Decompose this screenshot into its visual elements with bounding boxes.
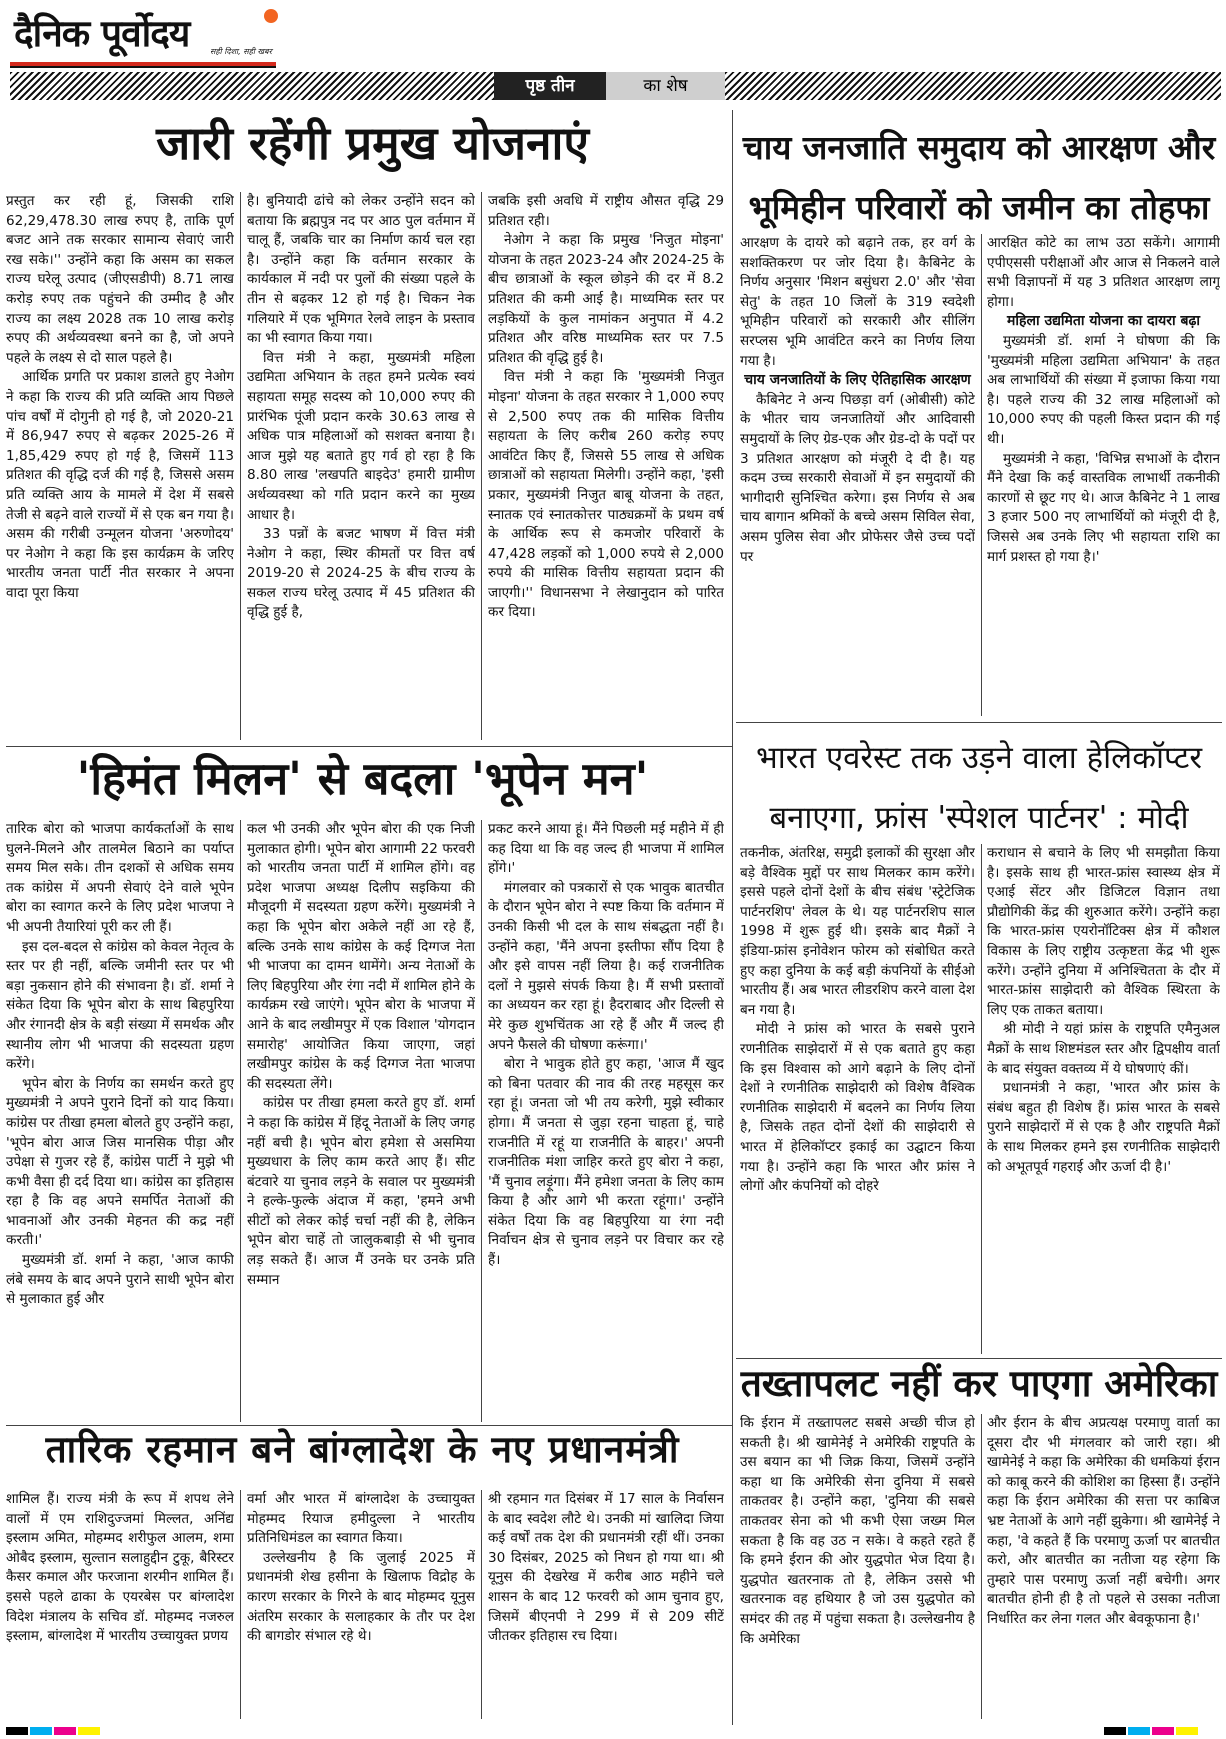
- yojana-column-1: [6, 192, 234, 740]
- page-label: पृष्ठ तीन: [494, 72, 606, 100]
- headline-yojana: जारी रहेंगी प्रमुख योजनाएं: [156, 116, 589, 170]
- masthead-logo-dot: [264, 9, 278, 23]
- paragraph: इस दल-बदल से कांग्रेस को केवल नेतृत्व के स्तर पर ही नहीं, बल्कि जमीनी स्तर पर भी बड़ा नुकसान होने की संभावना है। डॉ. शर्मा ने संकेत दिया कि भूपेन बोरा के साथ बिहपुरिया और रंगानदी क्षेत्र के बड़ी संख्या में समर्थक और स्थानीय लोग भी भाजपा की सदस्यता ग्रहण करेंगे।: [6, 938, 234, 1073]
- headline-himanta: 'हिमंत मिलन' से बदला 'भूपेन मन': [76, 752, 649, 805]
- reg-swatch: [1104, 1727, 1126, 1735]
- headline-tarique: तारिक रहमान बने बांग्लादेश के नए प्रधानमंत्री: [45, 1428, 680, 1471]
- paragraph: मंगलवार को पत्रकारों से एक भावुक बातचीत के दौरान भूपेन बोरा ने स्पष्ट किया कि वर्तमान में उनकी किसी भी दल के साथ संबद्धता नहीं है। उन्होंने कहा, 'मैंने अपना इस्तीफा सौंप दिया है और इसे वापस नहीं लिया है। कई राजनीतिक दलों ने मुझसे संपर्क किया है। मैं सभी प्रस्तावों का अध्ययन कर रहा हूं। हैदराबाद और दिल्ली से मेरे कुछ शुभचिंतक आ रहे हैं और मैं जल्द ही अपने फैसले की घोषणा करूंगा।': [488, 879, 724, 1053]
- reg-swatch: [1176, 1727, 1198, 1735]
- himanta-column-1: [6, 820, 234, 1422]
- headline-america: तख्तापलट नहीं कर पाएगा अमेरिका: [740, 1362, 1218, 1405]
- paragraph: आर्थिक प्रगति पर प्रकाश डालते हुए नेओग ने कहा कि राज्य की प्रति व्यक्ति आय पिछले पांच वर्षों में दोगुनी हो गई है, जो 2020-21 में 86,947 रुपए से बढ़कर 2025-26 में 1,85,429 रुपए हो गई है, जिसमें 113 प्रतिशत की वृद्धि दर्ज की गई है, जिससे असम प्रति व्यक्ति आय के मामले में देश में सबसे तेजी से बढ़ने वाले राज्यों में से एक बन गया है। असम की गरीबी उन्मूलन योजना 'अरुणोदय' पर नेओग ने कहा कि इस कार्यक्रम के जरिए भारतीय जनता पार्टी नीत सरकार ने अपना वादा पूरा किया: [6, 369, 234, 601]
- paragraph: कराधान से बचाने के लिए भी समझौता किया है। इसके साथ ही भारत-फ्रांस स्वास्थ्य क्षेत्र में एआई सेंटर और डिजिटल विज्ञान तथा प्रौद्योगिकी केंद्र की शुरुआत करेंगे। उन्होंने कहा कि भारत-फ्रांस एयरोनॉटिक्स क्षेत्र में कौशल विकास के लिए राष्ट्रीय उत्कृष्टता केंद्र भी शुरू करेंगे। उन्होंने दुनिया में अनिश्चितता के दौर में भारत-फ्रांस साझेदारी को वैश्विक स्थिरता के लिए एक ताकत बताया।: [987, 845, 1220, 1018]
- header-hatch-left: [10, 72, 494, 100]
- section-divider: [6, 1425, 732, 1426]
- tarique-column-2: [247, 1490, 475, 1719]
- paragraph: और ईरान के बीच अप्रत्यक्ष परमाणु वार्ता का दूसरा दौर भी मंगलवार को जारी रहा। श्री खामेनेई ने कहा कि अमेरिका की धमकियां ईरान को काबू करने की कोशिश का हिस्सा हैं। उन्होंने कहा कि ईरान अमेरिका की सत्ता पर काबिज भ्रष्ट नेताओं के आगे नहीं झुकेगा। श्री खामेनेई ने कहा, 'वे कहते हैं कि परमाणु ऊर्जा पर बातचीत करो, और बातचीत का नतीजा यह रहेगा कि तुम्हारे पास परमाणु ऊर्जा नहीं बचेगी। अगर बातचीत होनी ही है तो पहले से उसका नतीजा निर्धारित कर लेना गलत और बेवकूफाना है।': [987, 1415, 1220, 1627]
- paragraph: आरक्षण के दायरे को बढ़ाने तक, हर वर्ग के सशक्तिकरण पर जोर दिया है। कैबिनेट के निर्णय अनुसार 'मिशन बसुंधरा 2.0' और 'सेवा सेतु' के तहत 10 जिलों के 319 स्वदेशी भूमिहीन परिवारों को सरकारी और सीलिंग सरप्लस भूमि आवंटित करने का निर्णय लिया गया है।: [740, 235, 975, 369]
- paragraph: शामिल हैं। राज्य मंत्री के रूप में शपथ लेने वालों में एम राशिदुज्जमां मिल्लत, अनिंद्य इस्लाम अमित, मोहम्मद शरीफुल आलम, शमा ओबैद इस्लाम, सुल्तान सलाहुद्दीन टुकू, बैरिस्टर कैसर कमाल और फरजाना शरमीन शामिल हैं। इससे पहले ढाका के एयरबेस पर बांग्लादेश विदेश मंत्रालय के सचिव डॉ. मोहम्मद नजरुल इस्लाम, बांग्लादेश में भारतीय उच्चायुक्त प्रणय: [6, 1491, 234, 1645]
- paragraph: तकनीक, अंतरिक्ष, समुद्री इलाकों की सुरक्षा और बड़े वैश्विक मुद्दों पर साथ मिलकर काम करेंगे। इससे पहले दोनों देशों के बीच संबंध 'स्ट्रेटेजिक पार्टनरशिप' लेवल के थे। यह पार्टनरशिप साल 1998 में शुरू हुई थी। इसके बाद मैक्रों ने इंडिया-फ्रांस इनोवेशन फोरम को संबोधित करते हुए कहा दुनिया के कई बड़ी कंपनियों के सीईओ भारतीय हैं। अब भारत लीडरशिप करने वाला देश बन गया है।: [740, 845, 975, 1018]
- paragraph: श्री मोदी ने यहां फ्रांस के राष्ट्रपति एमैनुअल मैक्रों के साथ शिष्टमंडल स्तर और द्विपक्षीय वार्ता के बाद संयुक्त वक्तव्य में ये घोषणाएं कीं।: [987, 1021, 1220, 1077]
- column-divider: [481, 1490, 482, 1719]
- column-divider: [240, 1490, 241, 1719]
- reg-swatch: [1152, 1727, 1174, 1735]
- chai-column-2: [987, 234, 1220, 716]
- paragraph: वित्त मंत्री ने कहा, मुख्यमंत्री महिला उद्यमिता अभियान के तहत हमने प्रत्येक स्वयं सहायता समूह सदस्य को 10,000 रुपए की प्रारंभिक पूंजी प्रदान करके 30.63 लाख से अधिक पात्र महिलाओं को सशक्त बनाया है। आज मुझे यह बताते हुए गर्व हो रहा है कि 8.80 लाख 'लखपति बाइदेउ' हमारी ग्रामीण अर्थव्यवस्था को गति प्रदान करने का मुख्य आधार है।: [247, 349, 475, 523]
- subheading: चाय जनजातियों के लिए ऐतिहासिक आरक्षण: [744, 372, 971, 389]
- column-divider: [240, 820, 241, 1422]
- paragraph: कि ईरान में तख्तापलट सबसे अच्छी चीज हो सकती है। श्री खामेनेई ने अमेरिकी राष्ट्रपति के उस बयान का भी जिक्र किया, जिसमें उन्होंने कहा था कि अमेरिकी सेना दुनिया में सबसे ताकतवर है। उन्होंने कहा, 'दुनिया की सबसे ताकतवर सेना को भी कभी ऐसा जख्म मिल सकता है कि वह उठ न सके। वे कहते रहते हैं कि हमने ईरान की ओर युद्धपोत भेज दिया है। युद्धपोत खतरनाक तो है, लेकिन उससे भी खतरनाक वह हथियार है जो उस युद्धपोत को समंदर की तह में पहुंचा सकता है। उल्लेखनीय है कि अमेरिका: [740, 1415, 975, 1647]
- column-divider: [481, 820, 482, 1422]
- paragraph: तारिक बोरा को भाजपा कार्यकर्ताओं के साथ घुलने-मिलने और तालमेल बिठाने का पर्याप्त समय मिल सके। तीन दशकों से अधिक समय तक कांग्रेस में अपनी सेवाएं देने वाले भूपेन बोरा का स्वागत करने के लिए प्रदेश भाजपा ने भी अपनी तैयारियां पूरी कर ली हैं।: [6, 821, 234, 935]
- paragraph: मुख्यमंत्री डॉ. शर्मा ने कहा, 'आज काफी लंबे समय के बाद अपने पुराने साथी भूपेन बोरा से मुलाकात हुई और: [6, 1252, 234, 1308]
- reg-swatch: [78, 1727, 100, 1735]
- paragraph: मुख्यमंत्री डॉ. शर्मा ने घोषणा की कि 'मुख्यमंत्री महिला उद्यमिता अभियान' के तहत अब लाभार्थियों की संख्या में इजाफा किया गया है। पहले राज्य की 32 लाख महिलाओं को 10,000 रुपए की पहली किस्त प्रदान की गई थी।: [987, 332, 1220, 447]
- continued-label: का शेष: [606, 72, 725, 100]
- himanta-column-2: [247, 820, 475, 1422]
- america-column-1: [740, 1414, 975, 1719]
- paragraph: उल्लेखनीय है कि जुलाई 2025 में प्रधानमंत्री शेख हसीना के खिलाफ विद्रोह के कारण सरकार के गिरने के बाद मोहम्मद यूनुस अंतरिम सरकार के सलाहकार के तौर पर देश की बागडोर संभाल रहे थे।: [247, 1549, 475, 1645]
- paragraph: नेओग ने कहा कि प्रमुख 'निजुत मोइना' योजना के तहत 2023-24 और 2024-25 के बीच छात्राओं के स्कूल छोड़ने की दर में 8.2 प्रतिशत की कमी आई है। माध्यमिक स्तर पर लड़कियों के कुल नामांकन अनुपात में 4.2 प्रतिशत और वरिष्ठ माध्यमिक स्तर पर 7.5 प्रतिशत की वृद्धि हुई है।: [488, 232, 724, 366]
- column-divider: [981, 234, 982, 716]
- paragraph: मुख्यमंत्री ने कहा, 'विभिन्न सभाओं के दौरान मैंने देखा कि कई वास्तविक लाभार्थी तकनीकी कारणों से छूट गए थे। आज कैबिनेट ने 1 लाख 3 हजार 500 नए लाभार्थियों को मंजूरी दी है, जिससे अब उनके लिए भी सहायता राशि का मार्ग प्रशस्त हो गया है।': [987, 450, 1220, 565]
- section-divider: [736, 1358, 1222, 1359]
- reg-swatch: [6, 1727, 28, 1735]
- paragraph: प्रधानमंत्री ने कहा, 'भारत और फ्रांस के संबंध बहुत ही विशेष हैं। फ्रांस भारत के सबसे पुराने साझेदारों में से एक है और राष्ट्रपति मैक्रों के साथ मिलकर हमने इस रणनीतिक साझेदारी को अभूतपूर्व गहराई और ऊर्जा दी है।': [987, 1080, 1220, 1175]
- everest-column-2: [987, 844, 1220, 1354]
- section-divider-vertical: [732, 110, 733, 1725]
- paragraph: श्री रहमान गत दिसंबर में 17 साल के निर्वासन के बाद स्वदेश लौटे थे। उनकी मां खालिदा जिया कई वर्षों तक देश की प्रधानमंत्री रहीं थीं। उनका 30 दिसंबर, 2025 को निधन हो गया था। श्री यूनुस की देखरेख में करीब आठ महीने चले शासन के बाद 12 फरवरी को आम चुनाव हुए, जिसमें बीएनपी ने 299 में से 209 सीटें जीतकर इतिहास रच दिया।: [488, 1491, 724, 1645]
- paragraph: कैबिनेट ने अन्य पिछड़ा वर्ग (ओबीसी) कोटे के भीतर चाय जनजातियों और आदिवासी समुदायों के लिए ग्रेड-एक और ग्रेड-दो के पदों पर 3 प्रतिशत आरक्षण को मंजूरी दे दी है। यह कदम उच्च सरकारी सेवाओं में इन समुदायों की भागीदारी सुनिश्चित करेगा। इस निर्णय से अब चाय बागान श्रमिकों के बच्चे असम सिविल सेवा, असम पुलिस सेवा और प्रोफेसर जैसे उच्च पदों पर: [740, 391, 975, 565]
- tarique-column-3: [488, 1490, 724, 1719]
- headline-chai: चाय जनजाति समुदाय को आरक्षण और भूमिहीन परिवारों को जमीन का तोहफा: [742, 128, 1216, 227]
- column-divider: [481, 192, 482, 740]
- himanta-column-3: [488, 820, 724, 1422]
- registration-bar: [0, 1727, 1226, 1735]
- header-hatch-right: [725, 72, 1221, 100]
- reg-swatch: [54, 1727, 76, 1735]
- masthead-tagline: सही दिशा, सही खबर: [210, 47, 272, 56]
- paragraph: वर्मा और भारत में बांग्लादेश के उच्चायुक्त मोहम्मद रियाज हमीदुल्ला ने भारतीय प्रतिनिधिमंडल का स्वागत किया।: [247, 1491, 475, 1547]
- chai-column-1: [740, 234, 975, 716]
- paragraph: जबकि इसी अवधि में राष्ट्रीय औसत वृद्धि 29 प्रतिशत रही।: [488, 193, 724, 229]
- subheading: महिला उद्यमिता योजना का दायरा बढ़ा: [1007, 313, 1200, 330]
- paragraph: बोरा ने भावुक होते हुए कहा, 'आज मैं खुद को बिना पतवार की नाव की तरह महसूस कर रहा हूं। जनता जो भी तय करेगी, मुझे स्वीकार होगा। मैं जनता से जुड़ा रहना चाहता हूं, चाहे राजनीति में रहूं या राजनीति के बाहर।' अपनी राजनीतिक मंशा जाहिर करते हुए बोरा ने कहा, 'मैं चुनाव लड़ूंगा। मैंने हमेशा जनता के लिए काम किया है और आगे भी करता रहूंगा।' उन्होंने संकेत दिया कि वह बिहपुरिया या रंगा नदी निर्वाचन क्षेत्र से चुनाव लड़ने पर विचार कर रहे हैं।: [488, 1056, 724, 1269]
- column-divider: [981, 844, 982, 1354]
- everest-column-1: [740, 844, 975, 1354]
- paragraph: मोदी ने फ्रांस को भारत के सबसे पुराने रणनीतिक साझेदारों में से एक बताते हुए कहा कि इस विश्वास को आगे बढ़ाने के लिए दोनों देशों ने रणनीतिक साझेदारी को विशेष वैश्विक रणनीतिक साझेदारी में बदलने का निर्णय लिया है, जिसके तहत दोनों देशों की साझेदारी से भारत में हेलिकॉप्टर इकाई का उद्घाटन किया गया है। उन्होंने कहा कि भारत और फ्रांस ने लोगों और कंपनियों को दोहरे: [740, 1021, 975, 1195]
- column-divider: [240, 192, 241, 740]
- paragraph: कल भी उनकी और भूपेन बोरा की एक निजी मुलाकात होगी। भूपेन बोरा आगामी 22 फरवरी को भारतीय जनता पार्टी में शामिल होंगे। वह प्रदेश भाजपा अध्यक्ष दिलीप सइकिया की मौजूदगी में सदस्यता ग्रहण करेंगे। मुख्यमंत्री ने कहा कि भूपेन बोरा अकेले नहीं आ रहे हैं, बल्कि उनके साथ कांग्रेस के कई दिग्गज नेता भी भाजपा का दामन थामेंगे। अन्य नेताओं के लिए बिहपुरिया और रंगा नदी में शामिल होने के कार्यक्रम रखे जाएंगे। भूपेन बोरा के भाजपा में आने के बाद लखीमपुर में एक विशाल 'योगदान समारोह' आयोजित किया जाएगा, जहां लखीमपुर कांग्रेस के कई दिग्गज नेता भाजपा की सदस्यता लेंगे।: [247, 821, 475, 1092]
- paragraph: है। बुनियादी ढांचे को लेकर उन्होंने सदन को बताया कि ब्रह्मपुत्र नद पर आठ पुल वर्तमान में चालू हैं, जबकि चार का निर्माण कार्य चल रहा है। उन्होंने कहा कि वर्तमान सरकार के कार्यकाल में नदी पर पुलों की संख्या पहले के तीन से बढ़कर 12 हो गई है। चिकन नेक गलियारे में एक भूमिगत रेलवे लाइन के प्रस्ताव का भी स्वागत किया गया।: [247, 193, 475, 347]
- section-divider: [6, 746, 732, 747]
- paragraph: आरक्षित कोटे का लाभ उठा सकेंगे। आगामी एपीएससी परीक्षाओं और आज से निकलने वाले सभी विज्ञापनों में यह 3 प्रतिशत आरक्षण लागू होगा।: [987, 235, 1220, 310]
- masthead-rule-black: [10, 66, 276, 68]
- paragraph: प्रकट करने आया हूं। मैंने पिछली मई महीने में ही कह दिया था कि वह जल्द ही भाजपा में शामिल होंगे।': [488, 821, 724, 877]
- paragraph: प्रस्तुत कर रही हूं, जिसकी राशि 62,29,478.30 लाख रुपए है, ताकि पूर्ण बजट आने तक सरकार सामान्य सेवाएं जारी रख सके।'' उन्होंने कहा कि असम का सकल राज्य घरेलू उत्पाद (जीएसडीपी) 8.71 लाख करोड़ रुपए तक पहुंचने की उम्मीद है और राज्य का लक्ष्य 2028 तक 10 लाख करोड़ रुपए की अर्थव्यवस्था बनने का है, जो अपने पहले के लक्ष्य से दो साल पहले है।: [6, 193, 234, 366]
- paragraph: वित्त मंत्री ने कहा कि 'मुख्यमंत्री निजुत मोइना' योजना के तहत सरकार ने 1,000 रुपए से 2,500 रुपए तक की मासिक वित्तीय सहायता के लिए करीब 260 करोड़ रुपए आवंटित किए हैं, जिससे 55 लाख से अधिक छात्राओं को सहायता मिलेगी। उन्होंने कहा, 'इसी प्रकार, मुख्यमंत्री निजुत बाबू योजना के तहत, स्नातक एवं स्नातकोत्तर पाठ्यक्रमों के प्रथम वर्ष के आर्थिक रूप से कमजोर परिवारों के 47,428 लड़कों को 1,000 रुपये से 2,000 रुपये की मासिक वित्तीय सहायता प्रदान की जाएगी।'' विधानसभा ने लेखानुदान को पारित कर दिया।: [488, 369, 724, 621]
- reg-swatch: [1128, 1727, 1150, 1735]
- paragraph: कांग्रेस पर तीखा हमला करते हुए डॉ. शर्मा ने कहा कि कांग्रेस में हिंदू नेताओं के लिए जगह नहीं बची है। भूपेन बोरा हमेशा से असमिया मुख्यधारा के लिए काम करते आए हैं। सीट बंटवारे या चुनाव लड़ने के सवाल पर मुख्यमंत्री ने हल्के-फुल्के अंदाज में कहा, 'हमने अभी सीटों को लेकर कोई चर्चा नहीं की है, लेकिन भूपेन बोरा चाहें तो जालुकबाड़ी से भी चुनाव लड़ सकते हैं। आज मैं उनके घर उनके प्रति सम्मान: [247, 1095, 475, 1288]
- paragraph: भूपेन बोरा के निर्णय का समर्थन करते हुए मुख्यमंत्री ने अपने पुराने दिनों को याद किया। कांग्रेस पर तीखा हमला बोलते हुए उन्होंने कहा, 'भूपेन बोरा आज जिस मानसिक पीड़ा और उपेक्षा से गुजर रहे हैं, कांग्रेस पार्टी ने मुझे भी कभी वैसा ही दर्द दिया था। कांग्रेस का इतिहास रहा है कि वह अपने समर्पित नेताओं की भावनाओं और उनकी मेहनत की कद्र नहीं करती।': [6, 1075, 234, 1249]
- headline-everest: भारत एवरेस्ट तक उड़ने वाला हेलिकॉप्टर बनाएगा, फ्रांस 'स्पेशल पार्टनर' : मोदी: [755, 740, 1203, 836]
- paragraph: 33 पन्नों के बजट भाषण में वित्त मंत्री नेओग ने कहा, स्थिर कीमतों पर वित्त वर्ष 2019-20 से 2024-25 के बीच राज्य के सकल राज्य घरेलू उत्पाद में 45 प्रतिशत की वृद्धि हुई है,: [247, 526, 475, 621]
- masthead-title: दैनिक पूर्वोदय: [14, 11, 190, 55]
- yojana-column-3: [488, 192, 724, 740]
- yojana-column-2: [247, 192, 475, 740]
- section-divider: [736, 722, 1222, 723]
- america-column-2: [987, 1414, 1220, 1719]
- reg-swatch: [30, 1727, 52, 1735]
- tarique-column-1: [6, 1490, 234, 1719]
- column-divider: [981, 1414, 982, 1719]
